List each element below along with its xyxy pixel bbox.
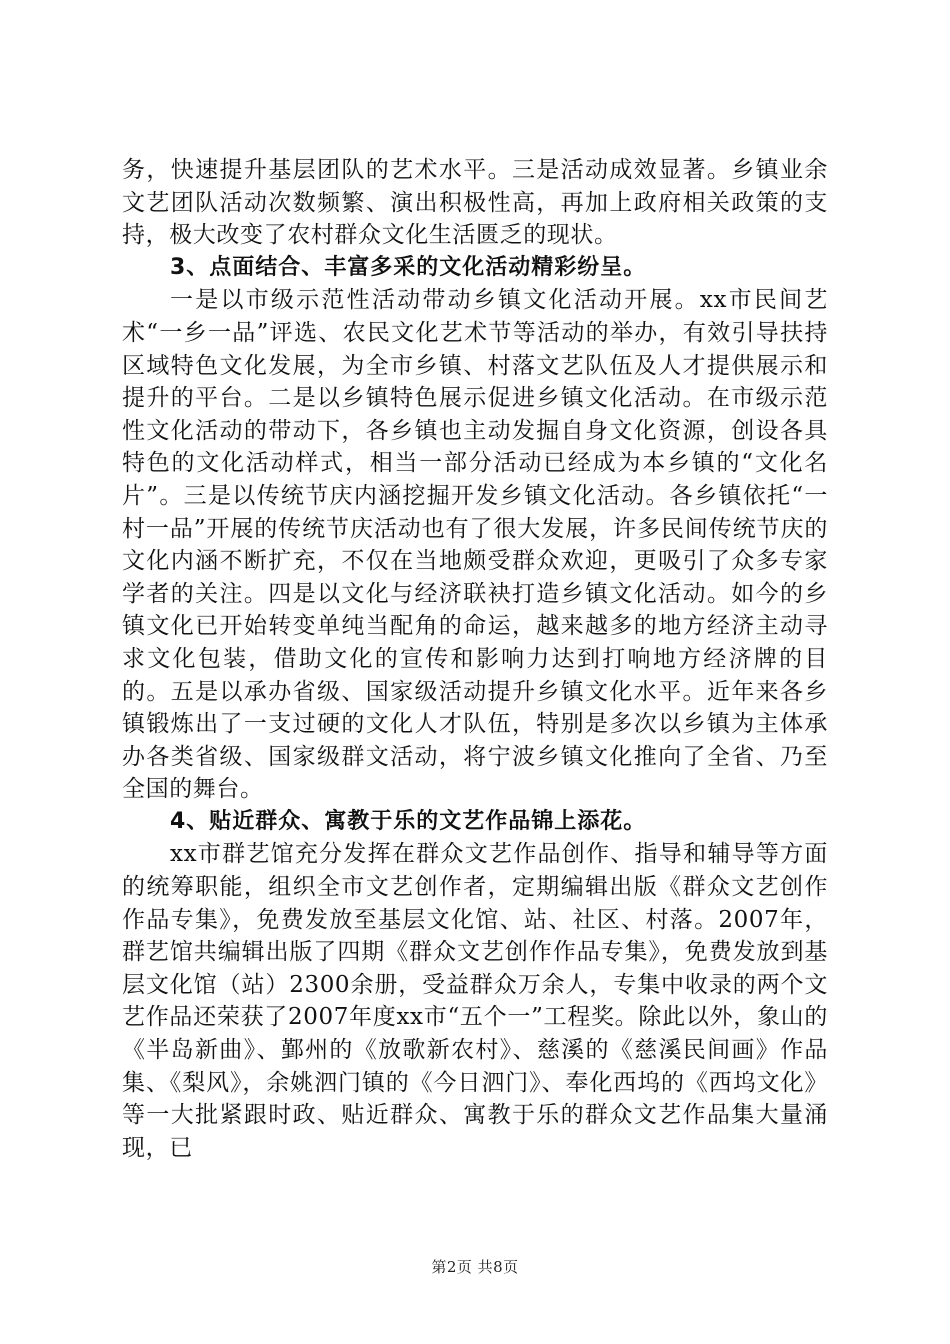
section-heading-4: 4、贴近群众、寓教于乐的文艺作品锦上添花。 <box>170 808 647 834</box>
document-body <box>122 154 828 1164</box>
paragraph-art-works: xx市群艺馆充分发挥在群众文艺作品创作、指导和辅导等方面的统筹职能，组织全市文艺创作者，定期编辑出版《群众文艺创作作品专集》，免费发放至基层文化馆、站、社区、村落。2007年，群艺馆共编辑出版了四期《群众文艺创作作品专集》，免费发放到基层文化馆（站）2300余册，受益群众万余人，专集中收录的两个文艺作品还荣获了2007年度xx市“五个一”工程奖。除此以外，象山的《半岛新曲》、鄞州的《放歌新农村》、慈溪的《慈溪民间画》作品集、《梨风》，余姚泗门镇的《今日泗门》、奉化西坞的《西坞文化》等一大批紧跟时政、贴近群众、寓教于乐的群众文艺作品集大量涌现，已 <box>122 841 828 1161</box>
page-footer: 第2页 共8页 <box>431 1258 519 1276</box>
section-heading-3: 3、点面结合、丰富多采的文化活动精彩纷呈。 <box>170 254 647 280</box>
paragraph-continuation: 务，快速提升基层团队的艺术水平。三是活动成效显著。乡镇业余文艺团队活动次数频繁、演出积极性高，再加上政府相关政策的支持，极大改变了农村群众文化生活匮乏的现状。 <box>122 157 828 249</box>
paragraph-cultural-activities: 一是以市级示范性活动带动乡镇文化活动开展。xx市民间艺术“一乡一品”评选、农民文化艺术节等活动的举办，有效引导扶持区域特色文化发展，为全市乡镇、村落文艺队伍及人才提供展示和提升的平台。二是以乡镇特色展示促进乡镇文化活动。在市级示范性文化活动的带动下，各乡镇也主动发掘自身文化资源，创设各具特色的文化活动样式，相当一部分活动已经成为本乡镇的“文化名片”。三是以传统节庆内涵挖掘开发乡镇文化活动。各乡镇依托“一村一品”开展的传统节庆活动也有了很大发展，许多民间传统节庆的文化内涵不断扩充，不仅在当地颇受群众欢迎，更吸引了众多专家学者的关注。四是以文化与经济联袂打造乡镇文化活动。如今的乡镇文化已开始转变单纯当配角的命运，越来越多的地方经济主动寻求文化包装，借助文化的宣传和影响力达到打响地方经济牌的目的。五是以承办省级、国家级活动提升乡镇文化水平。近年来各乡镇锻炼出了一支过硬的文化人才队伍，特别是多次以乡镇为主体承办各类省级、国家级群文活动，将宁波乡镇文化推向了全省、乃至全国的舞台。 <box>122 287 828 803</box>
